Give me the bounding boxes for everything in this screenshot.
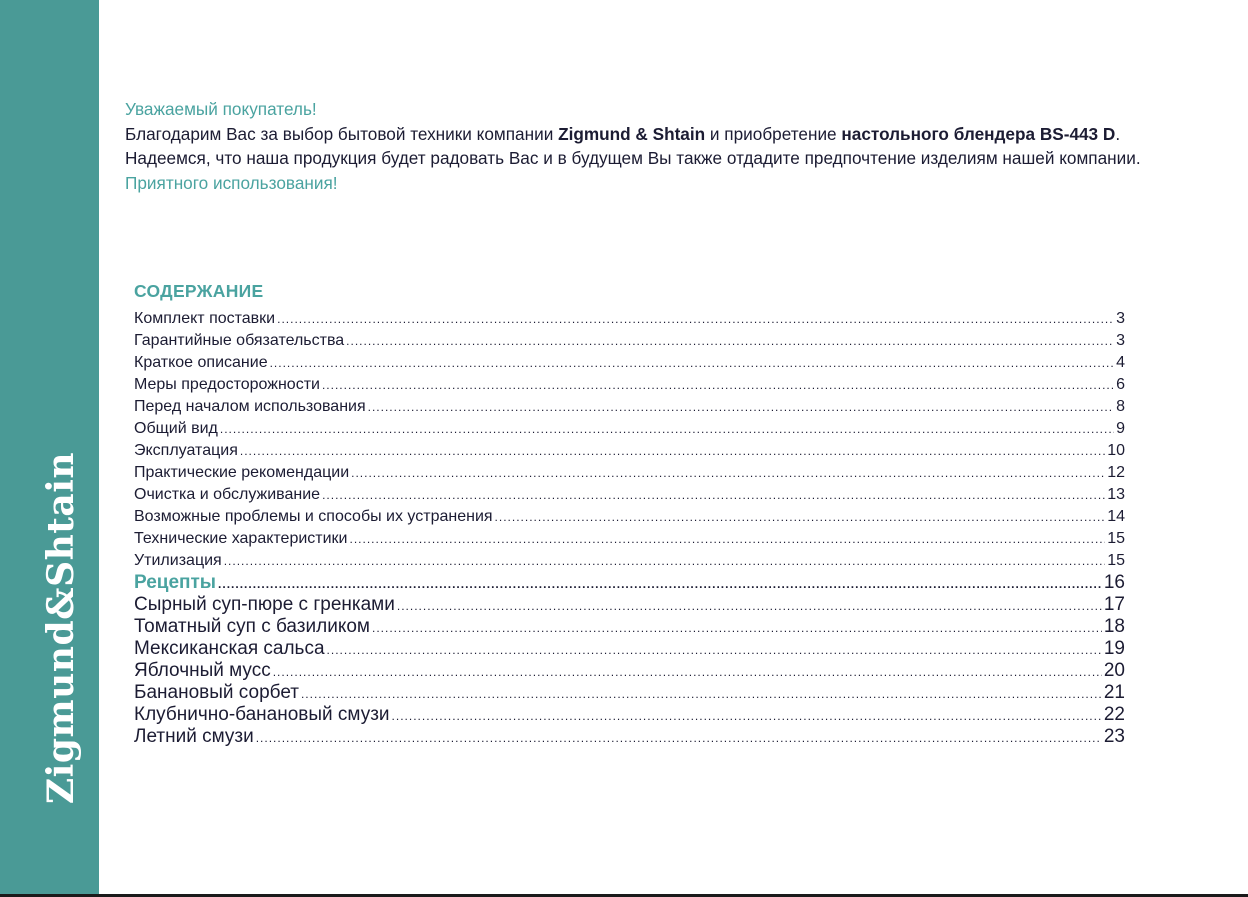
intro-line-prefix: Благодарим Вас за выбор бытовой техники компании bbox=[125, 123, 559, 144]
toc-item[interactable] bbox=[134, 594, 1125, 616]
toc-section-recipes[interactable] bbox=[134, 572, 1125, 594]
toc-item-label: Мексиканская сальса bbox=[134, 638, 325, 659]
toc-item[interactable] bbox=[134, 374, 1125, 396]
toc-title: СОДЕРЖАНИЕ bbox=[134, 281, 264, 301]
toc-item-label: Рецепты bbox=[134, 572, 217, 593]
toc-leader bbox=[397, 595, 1102, 616]
toc-leader bbox=[224, 550, 1106, 572]
toc-item-page: 3 bbox=[1116, 310, 1125, 327]
intro-line-mid: и приобретение bbox=[705, 123, 842, 144]
toc-item[interactable] bbox=[134, 726, 1125, 748]
toc-item-label: Яблочный мусс bbox=[134, 660, 271, 681]
toc-item-label: Гарантийные обязательства bbox=[134, 332, 345, 349]
closing-text: Приятного использования! bbox=[125, 172, 338, 193]
toc-item[interactable] bbox=[134, 418, 1125, 440]
toc-item-label: Томатный суп с базиликом bbox=[134, 616, 370, 637]
toc-item-page: 3 bbox=[1116, 332, 1125, 349]
toc-item[interactable] bbox=[134, 330, 1125, 352]
toc-item-page: 20 bbox=[1103, 660, 1125, 681]
toc-item-page: 6 bbox=[1116, 376, 1125, 393]
toc-item-label: Очистка и обслуживание bbox=[134, 486, 321, 503]
brand-sidebar bbox=[0, 0, 99, 897]
toc-item-page: 15 bbox=[1107, 552, 1125, 569]
toc-item[interactable] bbox=[134, 440, 1125, 462]
toc-leader bbox=[256, 727, 1102, 748]
toc-leader bbox=[346, 330, 1114, 352]
toc-item[interactable] bbox=[134, 660, 1125, 682]
toc-item-page: 13 bbox=[1107, 486, 1125, 503]
toc-item-label: Возможные проблемы и способы их устранения bbox=[134, 508, 493, 525]
toc-item[interactable] bbox=[134, 308, 1125, 330]
toc-item[interactable] bbox=[134, 528, 1125, 550]
toc-item-label: Перед началом использования bbox=[134, 398, 366, 415]
model-name: BS-443 D bbox=[1039, 123, 1116, 144]
toc-item[interactable] bbox=[134, 462, 1125, 484]
toc-item-page: 9 bbox=[1116, 420, 1125, 437]
toc-leader bbox=[277, 308, 1114, 330]
greeting: Уважаемый покупатель! bbox=[125, 99, 317, 119]
toc-leader bbox=[240, 440, 1105, 462]
toc-item-label: Общий вид bbox=[134, 420, 218, 437]
toc-item-label: Комплект поставки bbox=[134, 310, 276, 327]
brand-name: Zigmund & Shtain bbox=[558, 123, 706, 144]
toc-leader bbox=[372, 617, 1102, 638]
toc-item-page: 15 bbox=[1107, 530, 1125, 547]
toc-leader bbox=[273, 661, 1102, 682]
toc-item-label: Краткое описание bbox=[134, 354, 268, 371]
toc-item[interactable] bbox=[134, 550, 1125, 572]
toc-leader bbox=[392, 705, 1102, 726]
toc-item-page: 23 bbox=[1103, 726, 1125, 747]
toc-leader bbox=[350, 528, 1106, 550]
toc-item[interactable] bbox=[134, 682, 1125, 704]
toc-item-label: Банановый сорбет bbox=[134, 682, 299, 703]
toc-item-page: 12 bbox=[1107, 464, 1125, 481]
toc-item-label: Утилизация bbox=[134, 552, 222, 569]
toc-item-label: Меры предосторожности bbox=[134, 376, 320, 393]
toc-item-page: 18 bbox=[1103, 616, 1125, 637]
toc-leader bbox=[368, 396, 1114, 418]
toc-item[interactable] bbox=[134, 352, 1125, 374]
toc-item-page: 21 bbox=[1103, 682, 1125, 703]
toc-item[interactable] bbox=[134, 396, 1125, 418]
toc-item[interactable] bbox=[134, 616, 1125, 638]
toc-item-page: 17 bbox=[1103, 594, 1125, 615]
toc-item-page: 16 bbox=[1103, 572, 1125, 593]
table-of-contents bbox=[134, 308, 1125, 748]
toc-item-label: Технические характеристики bbox=[134, 530, 348, 547]
product-type: настольного блендера bbox=[841, 123, 1036, 144]
toc-item-page: 8 bbox=[1116, 398, 1125, 415]
toc-item[interactable] bbox=[134, 484, 1125, 506]
intro-text bbox=[125, 97, 1185, 195]
toc-item-page: 4 bbox=[1116, 354, 1125, 371]
toc-item-label: Эксплуатация bbox=[134, 442, 238, 459]
toc-leader bbox=[322, 484, 1105, 506]
toc-item-label: Практические рекомендации bbox=[134, 464, 350, 481]
toc-leader bbox=[301, 683, 1102, 704]
toc-leader bbox=[218, 573, 1102, 594]
intro-line-rest: . Надеемся, что наша продукция будет радовать Вас и в будущем Вы также отдадите предпочтение изделиям нашей компании. bbox=[125, 123, 1141, 168]
toc-leader bbox=[351, 462, 1105, 484]
toc-item-page: 22 bbox=[1103, 704, 1125, 725]
toc-leader bbox=[322, 374, 1114, 396]
toc-item[interactable] bbox=[134, 506, 1125, 528]
toc-leader bbox=[327, 639, 1102, 660]
toc-item-label: Летний смузи bbox=[134, 726, 254, 747]
toc-item-label: Клубнично-банановый смузи bbox=[134, 704, 390, 725]
toc-item-page: 14 bbox=[1107, 508, 1125, 525]
toc-item-page: 19 bbox=[1103, 638, 1125, 659]
toc-item[interactable] bbox=[134, 704, 1125, 726]
toc-leader bbox=[270, 352, 1115, 374]
brand-logo: Zigmund&Shtain bbox=[40, 451, 82, 805]
toc-item[interactable] bbox=[134, 638, 1125, 660]
toc-leader bbox=[495, 506, 1106, 528]
toc-item-label: Сырный суп-пюре с гренками bbox=[134, 594, 395, 615]
toc-item-page: 10 bbox=[1107, 442, 1125, 459]
toc-leader bbox=[220, 418, 1114, 440]
